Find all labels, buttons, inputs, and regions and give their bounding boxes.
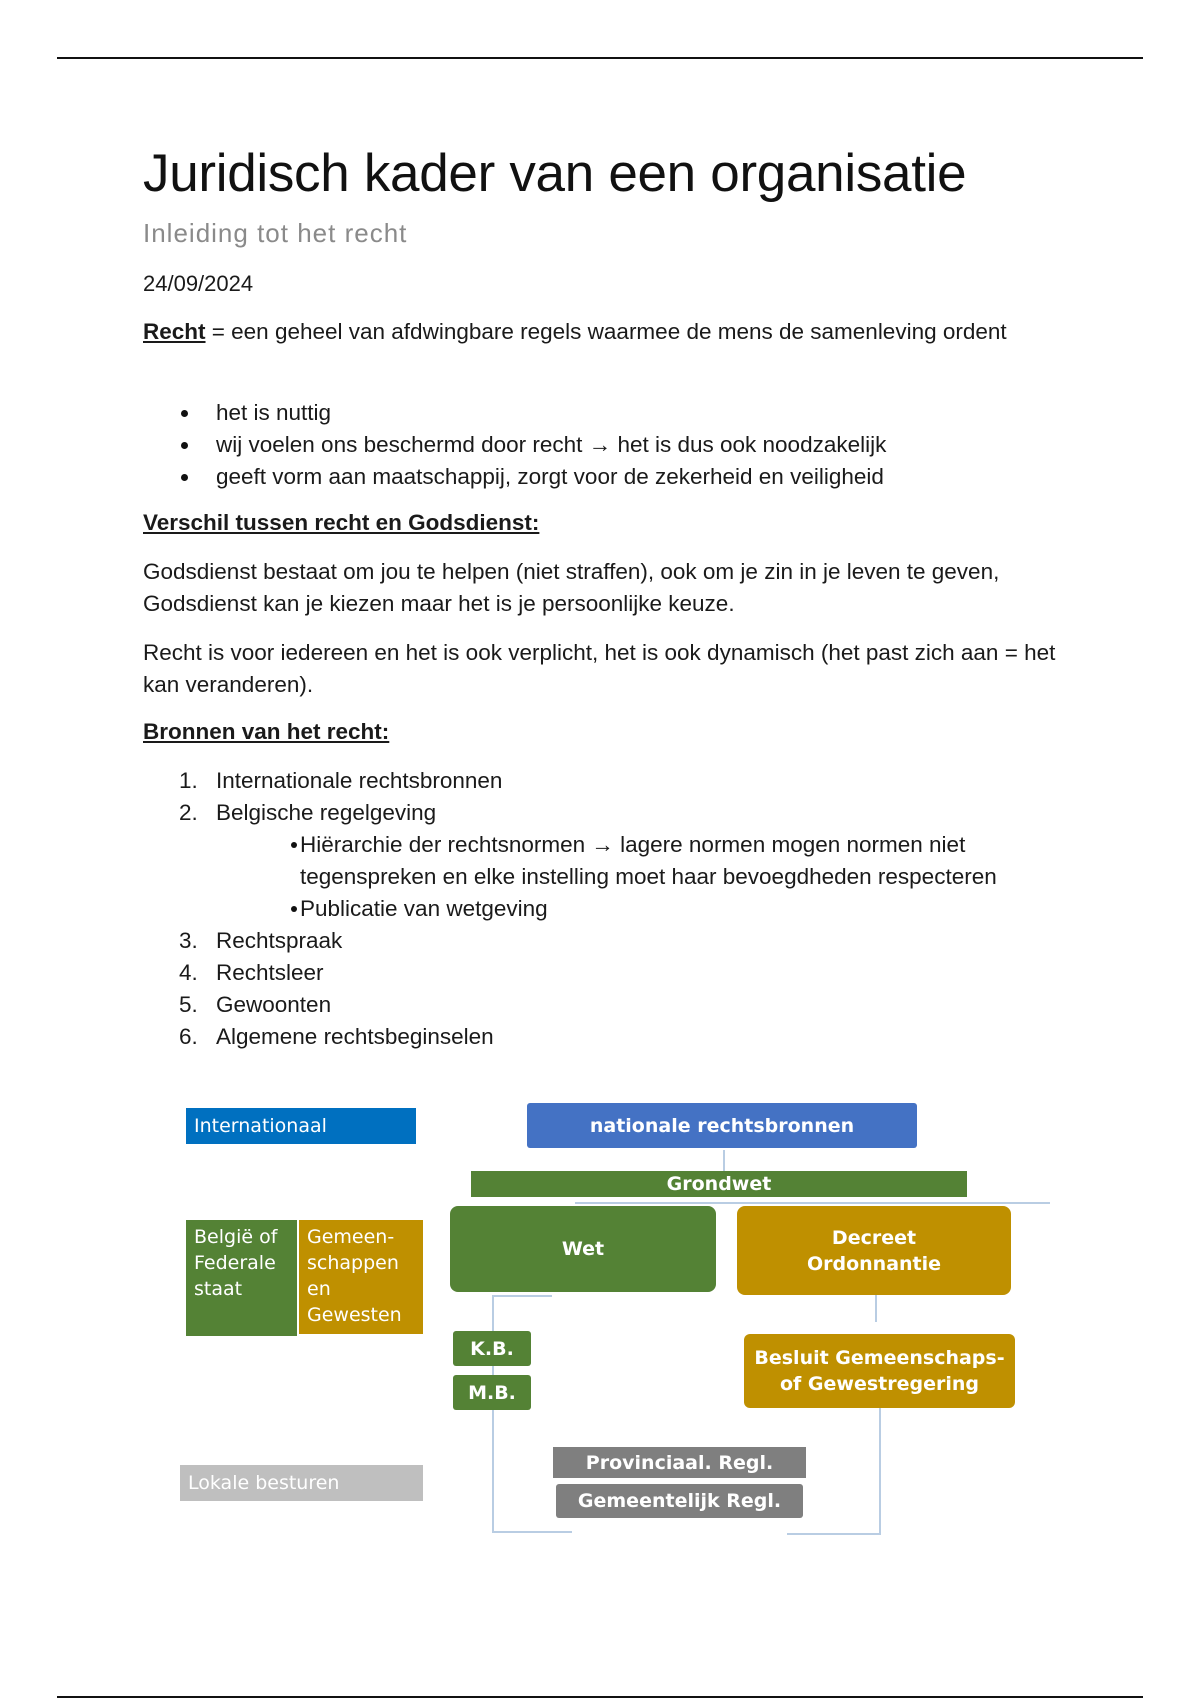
box-label: Gemeentelijk Regl. [577, 1490, 782, 1512]
box-grondwet [471, 1171, 967, 1197]
list-number: 6. [179, 1024, 198, 1049]
top-rule [57, 57, 1143, 59]
list-number: 1. [179, 768, 198, 793]
sub-list-item: Hiërarchie der rechtsnormen → lagere normen mogen normen niet tegenspreken en elke instelling moet haar bevoegdheden respecteren [216, 829, 1060, 893]
list-number: 3. [179, 928, 198, 953]
list-item-label: Belgische regelgeving [216, 800, 437, 825]
box-label: nationale rechtsbronnen [589, 1114, 855, 1137]
box-label: Gemeen- schappen en Gewesten [307, 1226, 402, 1326]
document-subtitle: Inleiding tot het recht [143, 218, 408, 248]
definition-text: = een geheel van afdwingbare regels waarmee de mens de samenleving ordent [205, 319, 1007, 344]
paragraph-godsdienst: Godsdienst bestaat om jou te helpen (niet straffen), ook om je zin in je leven te geven, Godsdienst kan je kiezen maar het is je persoonlijke keuze. [143, 559, 1000, 616]
list-item [143, 989, 1060, 1021]
box-label: Decreet [831, 1226, 917, 1249]
list-number: 4. [179, 960, 198, 985]
list-item [143, 797, 1060, 925]
connector-line [492, 1295, 552, 1297]
list-number: 5. [179, 992, 198, 1017]
list-item [143, 1021, 1060, 1053]
box-label: Grondwet [666, 1173, 772, 1195]
document-date: 24/09/2024 [143, 271, 254, 296]
box-label: België of Federale staat [194, 1226, 278, 1300]
legal-sources-diagram [175, 1090, 1035, 1540]
box-kb [453, 1331, 531, 1366]
section-heading-verschil: Verschil tussen recht en Godsdienst: [143, 510, 540, 535]
document-title: Juridisch kader van een organisatie [143, 144, 967, 203]
sub-list-item: Publicatie van wetgeving [216, 893, 1060, 925]
bullet-list [143, 397, 886, 493]
box-provinciaal-reglement [553, 1447, 806, 1478]
box-besluit-regering [744, 1334, 1015, 1408]
list-item-label: Internationale rechtsbronnen [216, 768, 503, 793]
list-item [143, 925, 1060, 957]
box-gemeenschappen [299, 1220, 423, 1334]
list-item-label: Algemene rechtsbeginselen [216, 1024, 494, 1049]
connector-line [875, 1292, 907, 1322]
box-label: Provinciaal. Regl. [585, 1451, 774, 1474]
section-heading-bronnen: Bronnen van het recht: [143, 719, 390, 744]
list-number: 2. [179, 800, 198, 825]
list-item-label: Rechtspraak [216, 928, 343, 953]
list-item: wij voelen ons beschermd door recht → het is dus ook noodzakelijk [143, 429, 886, 461]
definition-paragraph [143, 316, 1063, 348]
box-label: M.B. [468, 1381, 516, 1404]
box-label: Ordonnantie [806, 1252, 942, 1275]
definition-term: Recht [143, 319, 206, 344]
box-label: K.B. [470, 1337, 514, 1360]
box-gemeentelijk-reglement [556, 1484, 803, 1518]
paragraph-recht: Recht is voor iedereen en het is ook verplicht, het is ook dynamisch (het past zich aan = het kan veranderen). [143, 640, 1056, 697]
box-wet [450, 1206, 716, 1292]
numbered-list [143, 765, 1060, 1053]
box-label: Lokale besturen [188, 1472, 340, 1494]
list-item-label: Gewoonten [216, 992, 332, 1017]
box-lokale-besturen [180, 1465, 423, 1501]
box-nationale-rechtsbronnen [527, 1103, 917, 1148]
box-mb [453, 1375, 531, 1410]
list-item-label: Rechtsleer [216, 960, 324, 985]
box-decreet-ordonnantie [737, 1206, 1011, 1295]
box-belgie [186, 1220, 297, 1336]
list-item: het is nuttig [143, 397, 886, 429]
box-label: Wet [561, 1238, 605, 1260]
list-item [143, 765, 1060, 797]
bottom-rule [57, 1696, 1143, 1698]
list-item [143, 957, 1060, 989]
box-label: of Gewestregering [780, 1373, 979, 1395]
box-label: Besluit Gemeenschaps- [754, 1347, 1005, 1369]
list-item: geeft vorm aan maatschappij, zorgt voor de zekerheid en veiligheid [143, 461, 886, 493]
box-internationaal [186, 1108, 416, 1144]
sub-list [216, 829, 1060, 925]
box-label: Internationaal [194, 1115, 327, 1137]
